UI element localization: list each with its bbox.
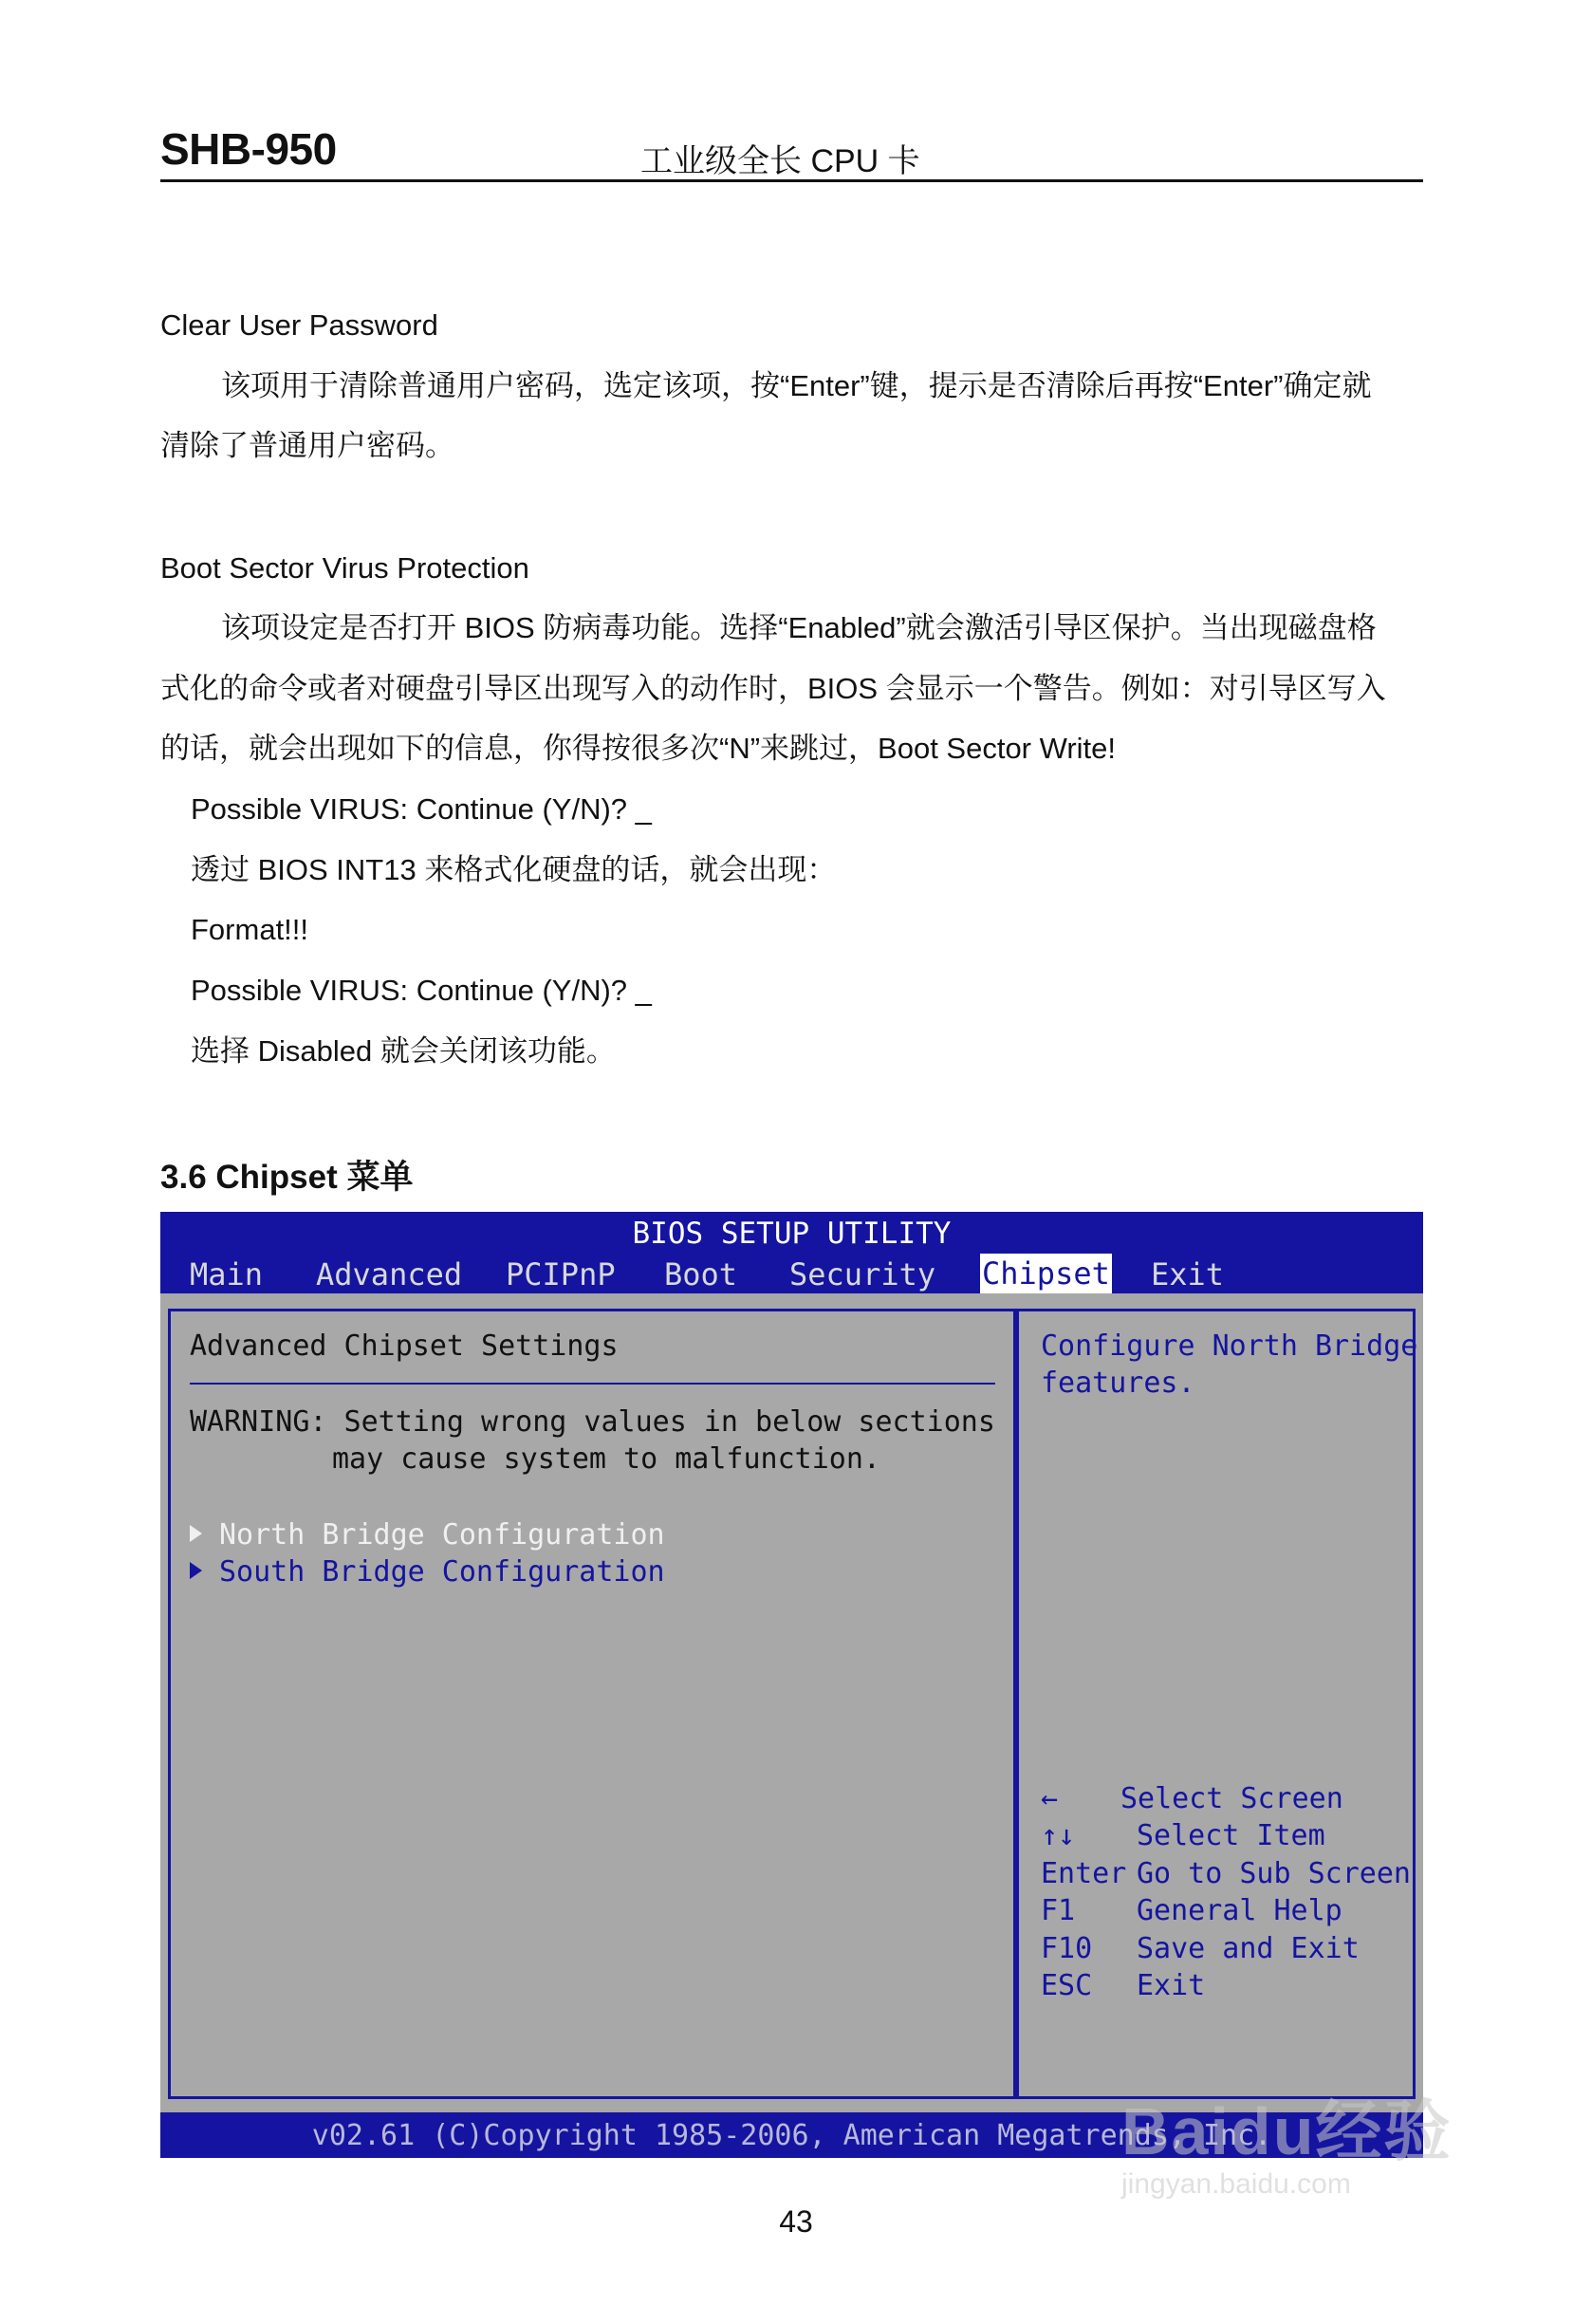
menu-exit[interactable]: Exit bbox=[1151, 1256, 1225, 1292]
settings-heading: Advanced Chipset Settings bbox=[190, 1329, 619, 1363]
bios-screenshot bbox=[160, 1212, 1423, 2158]
menu-main[interactable]: Main bbox=[190, 1256, 264, 1292]
paragraph-line: 选择 Disabled 就会关闭该功能。 bbox=[191, 1034, 616, 1068]
baidu-watermark bbox=[1121, 2078, 1452, 2201]
help-text: Configure North Bridge bbox=[1041, 1329, 1418, 1363]
paragraph-line: 透过 BIOS INT13 来格式化硬盘的话，就会出现： bbox=[191, 853, 837, 886]
key-esc: ESC bbox=[1041, 1969, 1093, 2002]
menu-chipset[interactable]: Chipset bbox=[982, 1255, 1110, 1292]
menu-pcipnp[interactable]: PCIPnP bbox=[506, 1256, 616, 1292]
section-heading-boot-sector-virus-protection: Boot Sector Virus Protection bbox=[160, 551, 529, 585]
bios-title-bar bbox=[160, 1212, 1423, 1254]
paragraph-line: 该项用于清除普通用户密码，选定该项，按“Enter”键，提示是否清除后再按“Enter”确定就 bbox=[221, 369, 1372, 402]
watermark-logo: Baidu经验 bbox=[1121, 2094, 1453, 2168]
key-enter: Enter bbox=[1041, 1857, 1127, 1890]
document-title: 工业级全长 CPU 卡 bbox=[640, 143, 920, 179]
menu-advanced[interactable]: Advanced bbox=[316, 1256, 463, 1292]
key-description: Select Item bbox=[1137, 1819, 1325, 1852]
document-model: SHB-950 bbox=[160, 124, 337, 174]
menu-boot[interactable]: Boot bbox=[664, 1256, 738, 1292]
key-description: General Help bbox=[1137, 1894, 1342, 1927]
submenu-arrow-icon bbox=[190, 1525, 202, 1542]
key-description: Select Screen bbox=[1120, 1782, 1343, 1815]
key-description: Exit bbox=[1137, 1969, 1206, 2002]
page-number: 43 bbox=[779, 2204, 813, 2239]
header-divider bbox=[160, 179, 1423, 182]
help-text: features. bbox=[1041, 1367, 1195, 1400]
key-up-down-arrows: ↑↓ bbox=[1041, 1819, 1076, 1852]
paragraph-line: 的话，就会出现如下的信息，你得按很多次“N”来跳过，Boot Sector Write! bbox=[160, 732, 1116, 765]
warning-line: may cause system to malfunction. bbox=[332, 1442, 880, 1476]
section-heading-clear-user-password: Clear User Password bbox=[160, 308, 438, 342]
section-heading-chipset: 3.6 Chipset 菜单 bbox=[160, 1159, 414, 1196]
settings-divider bbox=[190, 1383, 995, 1385]
key-left-arrow: ← bbox=[1041, 1782, 1059, 1815]
north-bridge-configuration-item[interactable]: North Bridge Configuration bbox=[190, 1518, 665, 1552]
copyright-text: v02.61 (C)Copyright 1985-2006, American Megatrends, Inc. bbox=[311, 2119, 1272, 2152]
format-message: Format!!! bbox=[191, 913, 309, 946]
key-description: Go to Sub Screen bbox=[1137, 1857, 1411, 1890]
key-f10: F10 bbox=[1041, 1932, 1093, 1965]
south-bridge-configuration-item[interactable]: South Bridge Configuration bbox=[190, 1555, 665, 1589]
key-description: Save and Exit bbox=[1137, 1932, 1360, 1965]
warning-line: WARNING: Setting wrong values in below sections bbox=[190, 1405, 995, 1439]
bios-title: BIOS SETUP UTILITY bbox=[632, 1217, 952, 1251]
paragraph-line: 清除了普通用户密码。 bbox=[160, 429, 454, 462]
virus-message: Possible VIRUS: Continue (Y/N)? _ bbox=[191, 974, 652, 1007]
watermark-url: jingyan.baidu.com bbox=[1121, 2168, 1351, 2200]
menu-security[interactable]: Security bbox=[789, 1256, 936, 1292]
submenu-arrow-icon bbox=[190, 1562, 202, 1579]
paragraph-line: 式化的命令或者对硬盘引导区出现写入的动作时，BIOS 会显示一个警告。例如：对引导区写入 bbox=[160, 672, 1386, 705]
virus-message: Possible VIRUS: Continue (Y/N)? _ bbox=[191, 792, 652, 826]
paragraph-line: 该项设定是否打开 BIOS 防病毒功能。选择“Enabled”就会激活引导区保护。当出现磁盘格 bbox=[221, 611, 1377, 644]
key-f1: F1 bbox=[1041, 1894, 1076, 1927]
bios-menu-bar bbox=[160, 1254, 1423, 1293]
